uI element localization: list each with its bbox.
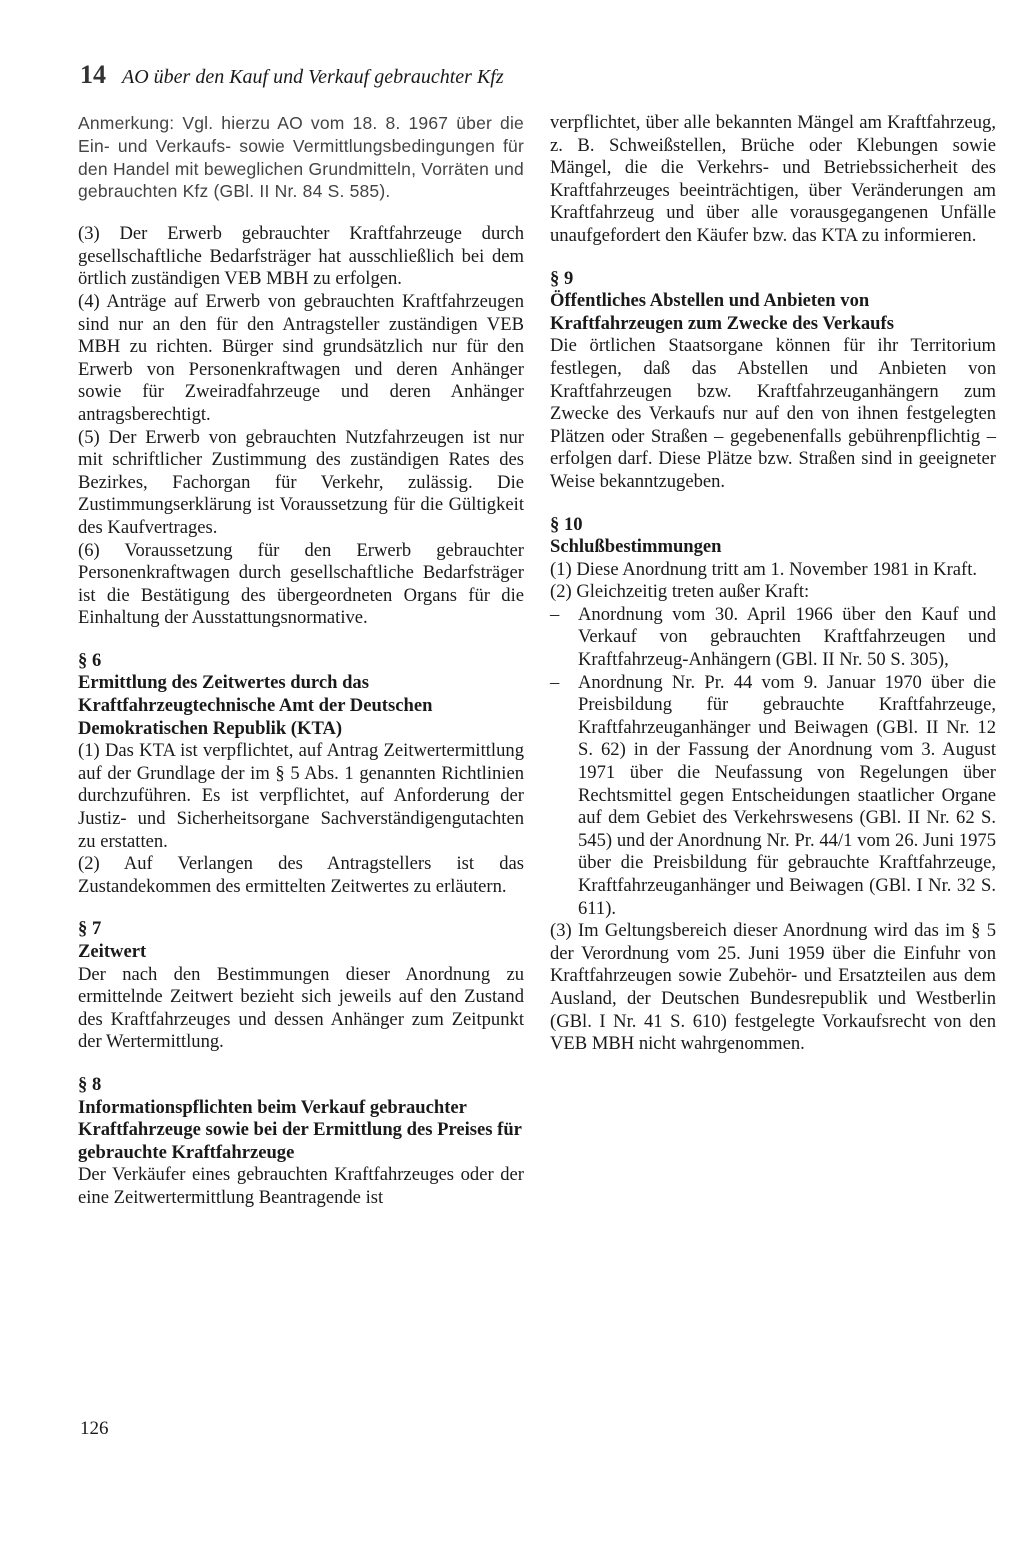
section-8-number: § 8 [78, 1073, 102, 1095]
section-10-title: Schlußbestimmungen [550, 536, 722, 558]
section-6-title: Ermittlung des Zeitwertes durch das Kraftfahrzeugtechnische Amt der Deutschen Demokratischen Republik (KTA) [78, 672, 433, 739]
repealed-list [550, 604, 996, 920]
list-dash: – [550, 603, 560, 625]
section-10-number: § 10 [550, 513, 583, 535]
section-9-number: § 9 [550, 267, 574, 289]
section-8-title: Informationspflichten beim Verkauf gebrauchter Kraftfahrzeuge sowie bei der Ermittlung des Preises für gebrauchte Kraftfahrzeuge [78, 1096, 522, 1163]
section-6-paragraph-2: (2) Auf Verlangen des Antragstellers ist das Zustandekommen des ermittelten Zeitwertes zu erläutern. [78, 853, 524, 897]
section-10-paragraph-1: (1) Diese Anordnung tritt am 1. November 1981 in Kraft. [550, 558, 978, 580]
section-9-text: Die örtlichen Staatsorgane können für ihr Territorium festlegen, daß das Abstellen und Anbieten von Kraftfahrzeugen bzw. Kraftfahrzeuganhängern zum Zwecke des Verkaufs nur auf den von ihnen festgelegten Plätzen oder Straßen – gegebenenfalls gebührenpflichtig – erfolgen darf. Diese Plätze bzw. Straßen sind in geeigneter Weise bekanntzugeben. [550, 335, 996, 492]
section-10-paragraph-2: (2) Gleichzeitig treten außer Kraft: [550, 581, 810, 603]
section-7-number: § 7 [78, 918, 102, 940]
page-number: 126 [80, 1418, 109, 1439]
list-dash: – [550, 671, 560, 693]
running-title: AO über den Kauf und Verkauf gebrauchter Kfz [122, 66, 504, 88]
running-header [80, 60, 600, 90]
section-6-paragraph-1: (1) Das KTA ist verpflichtet, auf Antrag Zeitwertermittlung auf der Grundlage der im § 5 Abs. 1 genannten Richtlinien durchzuführen. Es ist verpflichtet, auf Anforderung der Justiz- und Sicherheitsorgane Sachverständigengutachten zu erstatten. [78, 740, 524, 852]
paragraph-3: (3) Der Erwerb gebrauchter Kraftfahrzeuge durch gesellschaftliche Bedarfsträger hat ausschließlich bei dem örtlich zuständigen VEB MBH zu erfolgen. [78, 223, 524, 290]
list-item [550, 604, 996, 672]
paragraph-4: (4) Anträge auf Erwerb von gebrauchten Kraftfahrzeugen sind nur an den für den Antragsteller zuständigen VEB MBH zu richten. Bürger sind grundsätzlich nur für den Erwerb von Personenkraftwagen und deren Anhänger sowie für Zweiradfahrzeuge und deren Anhänger antragsberechtigt. [78, 290, 524, 425]
list-item-text: Anordnung Nr. Pr. 44 vom 9. Januar 1970 über die Preisbildung für gebrauchte Kraftfahrzeuge, Kraftfahrzeuganhänger und Beiwagen (GBl. II Nr. 12 S. 62) in der Fassung der Anordnung vom 3. August 1971 über die Neufassung von Regelungen über Rechtsmittel gegen Entscheidungen staatlicher Organe auf dem Gebiet des Verkehrswesens (GBl. II Nr. 62 S. 545) und der Anordnung Nr. Pr. 44/1 vom 26. Juni 1975 über die Preisbildung für gebrauchte Kraftfahrzeuge, Kraftfahrzeuganhänger und Beiwagen (GBl. I Nr. 32 S. 611). [578, 671, 996, 919]
paragraph-5: (5) Der Erwerb von gebrauchten Nutzfahrzeugen ist nur mit schriftlicher Zustimmung des zuständigen Rates des Bezirkes, Fachorgan für Verkehr, zulässig. Die Zustimmungserklärung ist Voraussetzung für die Gültigkeit des Kaufvertrages. [78, 426, 524, 538]
section-7-title: Zeitwert [78, 941, 147, 962]
section-9-title: Öffentliches Abstellen und Anbieten von Kraftfahrzeugen zum Zwecke des Verkaufs [550, 290, 894, 334]
paragraph-6: (6) Voraussetzung für den Erwerb gebrauchter Personenkraftwagen durch gesellschaftliche Bedarfsträger ist die Bestätigung des übergeordneten Organs für die Einhaltung der Ausstattungsnormative. [78, 539, 524, 629]
section-7-text: Der nach den Bestimmungen dieser Anordnung zu ermittelnde Zeitwert bezieht sich jeweils auf den Zustand des Kraftfahrzeuges und dessen Anhänger zum Zeitpunkt der Wertermittlung. [78, 963, 524, 1053]
annotation-note: Anmerkung: Vgl. hierzu AO vom 18. 8. 1967 über die Ein- und Verkaufs- sowie Vermittlungsbedingungen für den Handel mit beweglichen Grundmitteln, Vorräten und gebrauchten Kfz (GBl. II Nr. 84 S. 585). [78, 113, 524, 202]
list-item [550, 672, 996, 921]
left-column [78, 112, 524, 1210]
section-8-continued: verpflichtet, über alle bekannten Mängel am Kraftfahrzeug, z. B. Schweißstellen, Brüche oder Klebungen sowie Mängel, die die Verkehrs- und Betriebssicherheit des Kraftfahrzeuges beeinträchtigen, über Veränderungen am Kraftfahrzeug und über alle vorausgegangenen Unfälle unaufgefordert den Käufer bzw. das KTA zu informieren. [550, 112, 996, 246]
section-10-paragraph-3: (3) Im Geltungsbereich dieser Anordnung wird das im § 5 der Verordnung vom 25. Juni 1959 über die Einfuhr von Kraftfahrzeugen sowie Zubehör- und Ersatzteilen aus dem Ausland, der Deutschen Bundesrepublik und Westberlin (GBl. I Nr. 41 S. 610) festgelegte Vorkaufsrecht von den VEB MBH nicht wahrgenommen. [550, 920, 996, 1055]
section-6-number: § 6 [78, 649, 102, 671]
chapter-number: 14 [80, 60, 106, 89]
section-8-text: Der Verkäufer eines gebrauchten Kraftfahrzeuges oder der eine Zeitwertermittlung Beantragende ist [78, 1164, 524, 1208]
right-column [550, 112, 996, 1056]
list-item-text: Anordnung vom 30. April 1966 über den Kauf und Verkauf von gebrauchten Kraftfahrzeugen und Kraftfahrzeug-Anhängern (GBl. II Nr. 50 S. 305), [578, 603, 996, 671]
